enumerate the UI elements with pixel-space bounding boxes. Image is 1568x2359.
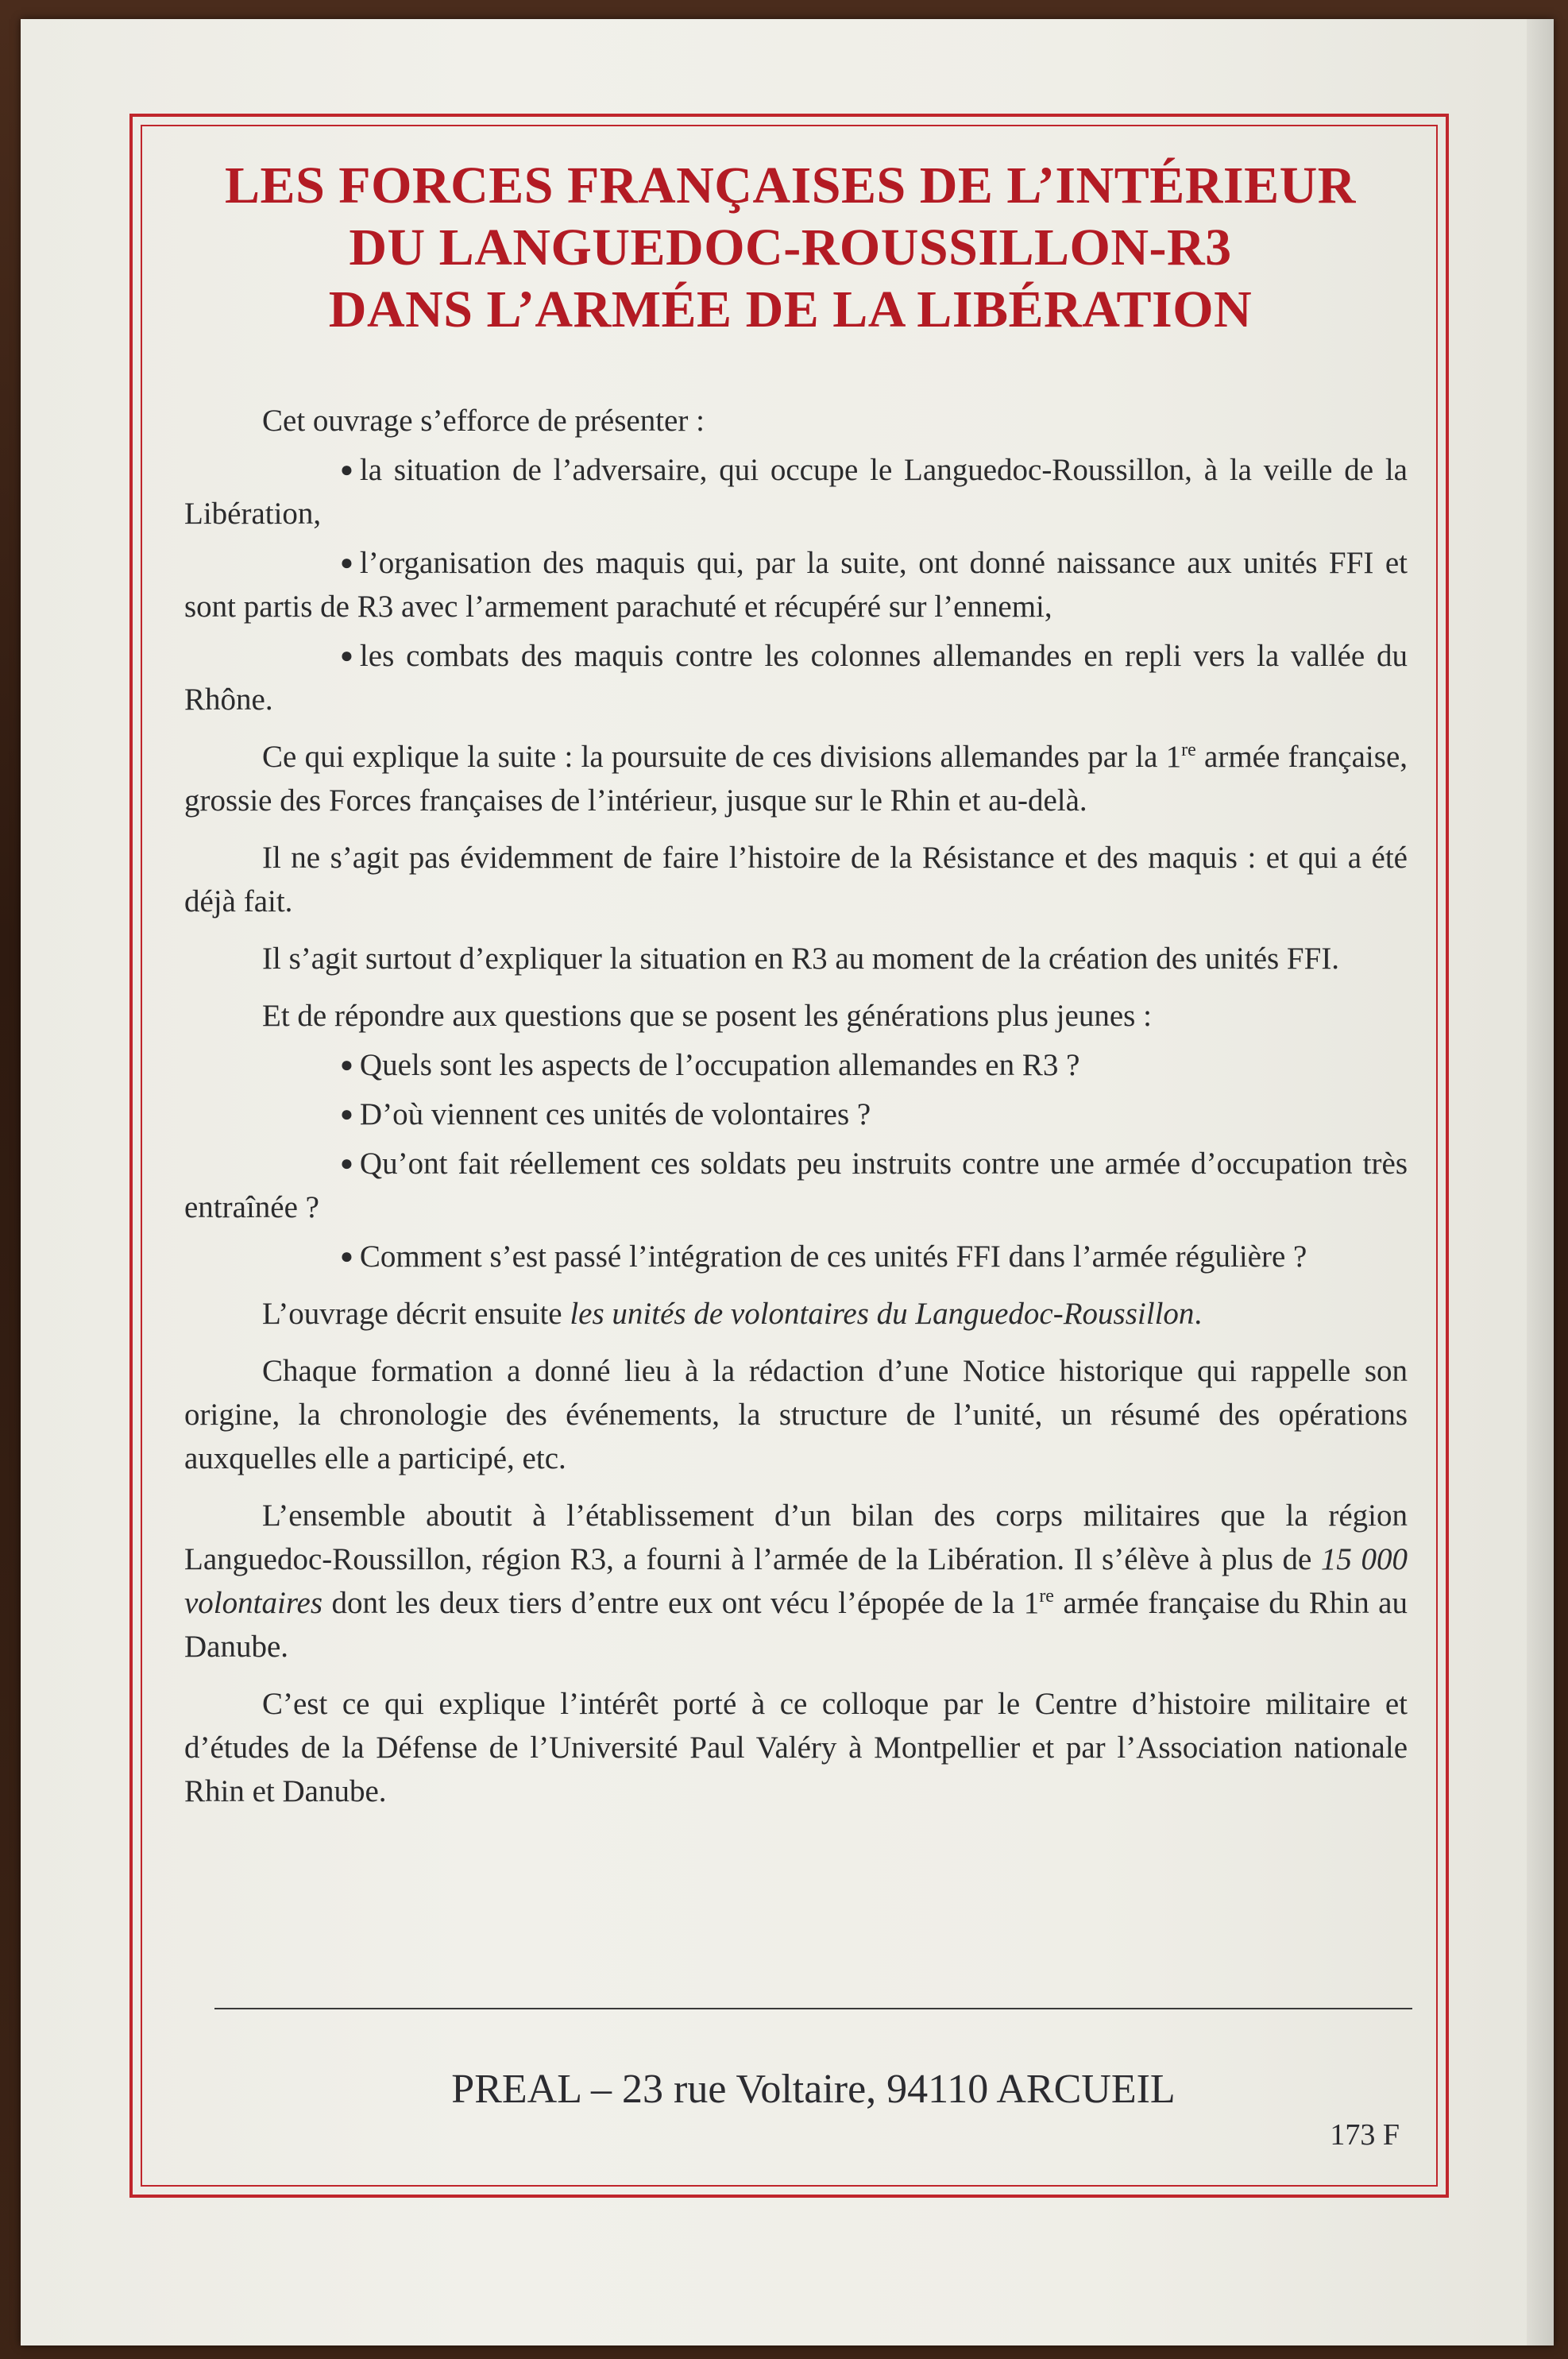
paragraph-text: Ce qui explique la suite : la poursuite de ces divisions allemandes par la 1 (262, 740, 1182, 774)
bullet-dot-icon: ● (340, 644, 353, 668)
bullet-item-organisation (184, 541, 1408, 628)
bullet-text: la situation de l’adversaire, qui occupe le Languedoc-Roussillon, à la veille de la Libération, (184, 453, 1408, 531)
italic-text: les unités de volontaires du Languedoc-Roussillon (570, 1297, 1195, 1331)
publisher-address: PREAL – 23 rue Voltaire, 94110 ARCUEIL (451, 2067, 1176, 2112)
question-text: Comment s’est passé l’intégration de ces unités FFI dans l’armée régulière ? (359, 1239, 1307, 1274)
paragraph-text: dont les deux tiers d’entre eux ont vécu l’épopée de la 1 (322, 1586, 1040, 1620)
price-label: 173 F (1330, 2118, 1400, 2152)
question-item-2 (184, 1092, 1408, 1136)
paragraph-questions: Et de répondre aux questions que se posent les générations plus jeunes : (262, 999, 1152, 1033)
question-item-4 (184, 1235, 1408, 1278)
bullet-text: les combats des maquis contre les colonnes allemandes en repli vers la vallée du Rhône. (184, 639, 1408, 717)
blurb-intro: Cet ouvrage s’efforce de présenter : (262, 404, 705, 438)
cover-title (151, 155, 1430, 341)
bullet-dot-icon: ● (340, 1151, 353, 1176)
superscript: re (1181, 740, 1196, 760)
paragraph-suite (184, 735, 1408, 822)
cover-edge-shadow (1527, 19, 1554, 2345)
bullet-dot-icon: ● (340, 1053, 353, 1077)
paragraph-colloque: C’est ce qui explique l’intérêt porté à ce colloque par le Centre d’histoire militaire et d’études de la Défense de l’Université Paul Valéry à Montpellier et par l’Association nationale Rhin et Danube. (184, 1687, 1408, 1808)
title-line-1: LES FORCES FRANÇAISES DE L’INTÉRIEUR (225, 157, 1356, 215)
question-text: Qu’ont fait réellement ces soldats peu instruits contre une armée d’occupation très entraînée ? (184, 1147, 1408, 1224)
question-text: Quels sont les aspects de l’occupation allemandes en R3 ? (359, 1048, 1080, 1082)
paragraph-text: L’ouvrage décrit ensuite (262, 1297, 570, 1331)
superscript: re (1039, 1586, 1054, 1607)
paragraph-text: armée française, grossie des Forces françaises de l’intérieur, jusque sur le Rhin et au-delà. (184, 740, 1408, 818)
bullet-dot-icon: ● (340, 458, 353, 482)
divider-rule (214, 2008, 1412, 2009)
bullet-dot-icon: ● (340, 551, 353, 575)
bullet-item-adversaire (184, 448, 1408, 536)
title-line-3: DANS L’ARMÉE DE LA LIBÉRATION (328, 280, 1253, 338)
question-item-3 (184, 1142, 1408, 1229)
paragraph-text: armée française du Rhin au Danube. (184, 1586, 1408, 1664)
title-line-2: DU LANGUEDOC-ROUSSILLON-R3 (349, 218, 1232, 277)
paragraph-ensemble (184, 1494, 1408, 1669)
question-text: D’où viennent ces unités de volontaires ? (359, 1097, 871, 1131)
italic-text: 15 000 volontaires (184, 1542, 1408, 1620)
bullet-item-combats (184, 634, 1408, 721)
bullet-text: l’organisation des maquis qui, par la suite, ont donné naissance aux unités FFI et sont partis de R3 avec l’armement parachuté et récupéré sur l’ennemi, (184, 546, 1408, 624)
bullet-dot-icon: ● (340, 1102, 353, 1127)
paragraph-ouvrage (184, 1292, 1408, 1336)
paragraph-chaque: Chaque formation a donné lieu à la rédaction d’une Notice historique qui rappelle son origine, la chronologie des événements, la structure de l’unité, un résumé des opérations auxquelles elle a participé, etc. (184, 1354, 1408, 1475)
paragraph-surtout: Il s’agit surtout d’expliquer la situation en R3 au moment de la création des unités FFI. (262, 942, 1340, 976)
bullet-dot-icon: ● (340, 1244, 353, 1269)
paragraph-text: . (1194, 1297, 1203, 1331)
paragraph-text: L’ensemble aboutit à l’établissement d’un bilan des corps militaires que la région Languedoc-Roussillon, région R3, a fourni à l’armée de la Libération. Il s’élève à plus de (184, 1499, 1408, 1576)
question-item-1 (184, 1043, 1408, 1087)
paragraph-histoire: Il ne s’agit pas évidemment de faire l’histoire de la Résistance et des maquis : et qui a été déjà fait. (184, 841, 1408, 918)
blurb-text (184, 399, 1408, 1827)
